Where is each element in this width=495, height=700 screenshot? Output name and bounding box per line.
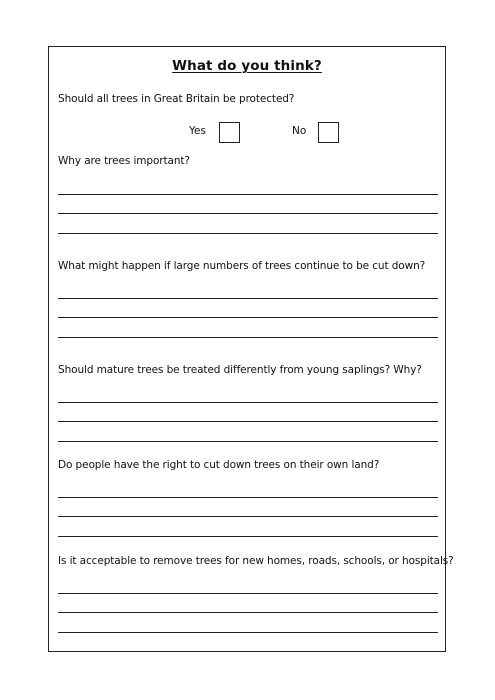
yes-label: Yes xyxy=(189,125,206,137)
answer-line[interactable] xyxy=(58,497,438,498)
no-checkbox[interactable] xyxy=(318,122,339,143)
answer-line[interactable] xyxy=(58,441,438,442)
question-mature-vs-saplings: Should mature trees be treated differently from young saplings? Why? xyxy=(58,364,422,376)
answer-line[interactable] xyxy=(58,194,438,195)
question-cut-down-consequences: What might happen if large numbers of trees continue to be cut down? xyxy=(58,260,426,272)
answer-line[interactable] xyxy=(58,317,438,318)
question-why-important: Why are trees important? xyxy=(58,155,190,167)
answer-line[interactable] xyxy=(58,233,438,234)
question-protect-trees: Should all trees in Great Britain be protected? xyxy=(58,93,295,105)
answer-line[interactable] xyxy=(58,421,438,422)
answer-line[interactable] xyxy=(58,593,438,594)
answer-line[interactable] xyxy=(58,536,438,537)
answer-line[interactable] xyxy=(58,516,438,517)
worksheet-title: What do you think? xyxy=(172,58,322,74)
answer-line[interactable] xyxy=(58,337,438,338)
yes-checkbox[interactable] xyxy=(219,122,240,143)
answer-line[interactable] xyxy=(58,213,438,214)
answer-line[interactable] xyxy=(58,298,438,299)
question-remove-for-development: Is it acceptable to remove trees for new homes, roads, schools, or hospitals? xyxy=(58,555,454,567)
no-label: No xyxy=(292,125,307,137)
answer-line[interactable] xyxy=(58,402,438,403)
answer-line[interactable] xyxy=(58,612,438,613)
worksheet-page xyxy=(48,46,454,652)
answer-line[interactable] xyxy=(58,632,438,633)
question-right-to-cut: Do people have the right to cut down trees on their own land? xyxy=(58,459,380,471)
